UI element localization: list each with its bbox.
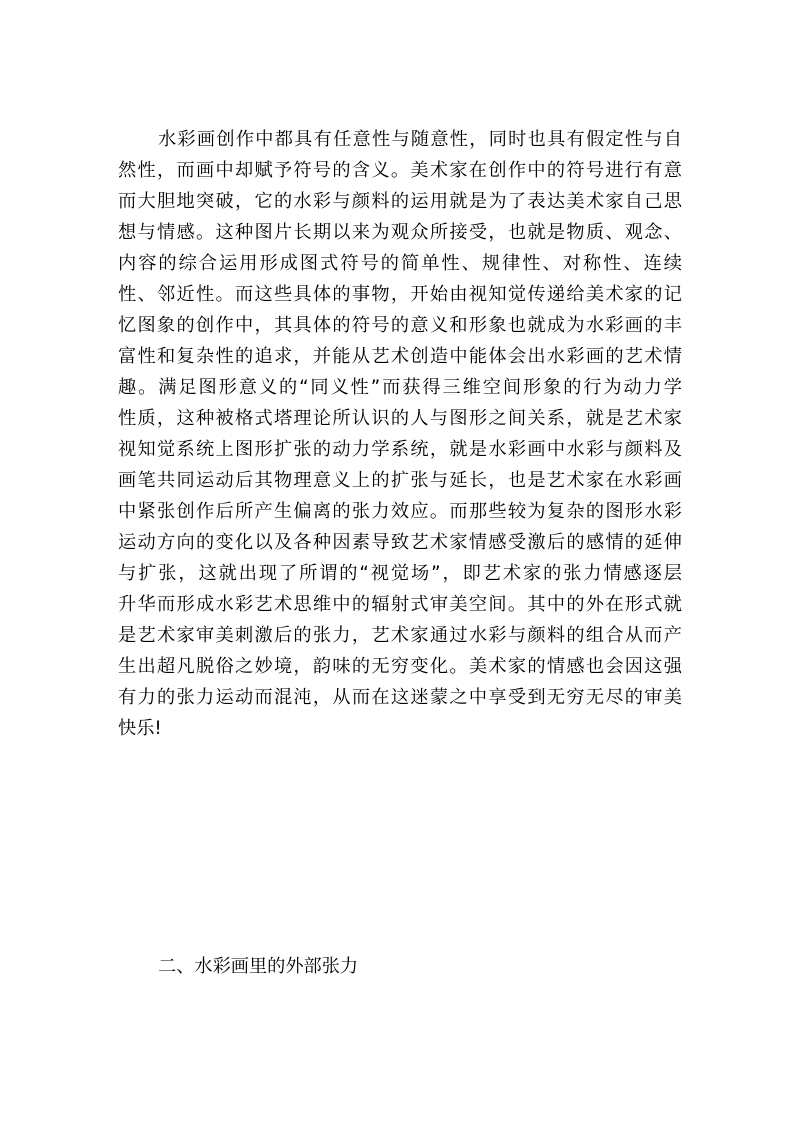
- paragraph-line: 趣。满足图形意义的“同义性”而获得三维空间形象的行为动力学: [118, 377, 682, 398]
- paragraph-line: 而大胆地突破，它的水彩与颜料的运用就是为了表达美术家自己思: [118, 191, 682, 212]
- paragraph-line: 有力的张力运动而混沌，从而在这迷蒙之中享受到无穷无尽的审美: [118, 687, 682, 708]
- paragraph-line: 生出超凡脱俗之妙境，韵味的无穷变化。美术家的情感也会因这强: [118, 656, 682, 677]
- paragraph-line: 升华而形成水彩艺术思维中的辐射式审美空间。其中的外在形式就: [118, 594, 682, 615]
- paragraph-line: 与扩张，这就出现了所谓的“视觉场”，即艺术家的张力情感逐层: [118, 563, 682, 584]
- paragraph-line: 富性和复杂性的追求，并能从艺术创造中能体会出水彩画的艺术情: [118, 346, 682, 367]
- paragraph-line: 画笔共同运动后其物理意义上的扩张与延长，也是艺术家在水彩画: [118, 470, 682, 491]
- paragraph-line: 内容的综合运用形成图式符号的简单性、规律性、对称性、连续: [118, 253, 682, 274]
- paragraph-line: 水彩画创作中都具有任意性与随意性，同时也具有假定性与自: [158, 129, 682, 150]
- paragraph-line: 想与情感。这种图片长期以来为观众所接受，也就是物质、观念、: [118, 222, 682, 243]
- paragraph-line: 然性，而画中却赋予符号的含义。美术家在创作中的符号进行有意: [118, 160, 682, 181]
- paragraph-line: 是艺术家审美刺激后的张力，艺术家通过水彩与颜料的组合从而产: [118, 625, 682, 646]
- paragraph-line: 性质，这种被格式塔理论所认识的人与图形之间关系，就是艺术家: [118, 408, 682, 429]
- section-heading: 二、水彩画里的外部张力: [158, 956, 359, 977]
- paragraph-line: 运动方向的变化以及各种因素导致艺术家情感受激后的感情的延伸: [118, 532, 682, 553]
- paragraph-line: 快乐!: [118, 718, 162, 739]
- paragraph-line: 性、邻近性。而这些具体的事物，开始由视知觉传递给美术家的记: [118, 284, 682, 305]
- paragraph-line: 视知觉系统上图形扩张的动力学系统，就是水彩画中水彩与颜料及: [118, 439, 682, 460]
- paragraph-line: 中紧张创作后所产生偏离的张力效应。而那些较为复杂的图形水彩: [118, 501, 682, 522]
- paragraph-line: 忆图象的创作中，其具体的符号的意义和形象也就成为水彩画的丰: [118, 315, 682, 336]
- body-paragraph: [118, 124, 682, 744]
